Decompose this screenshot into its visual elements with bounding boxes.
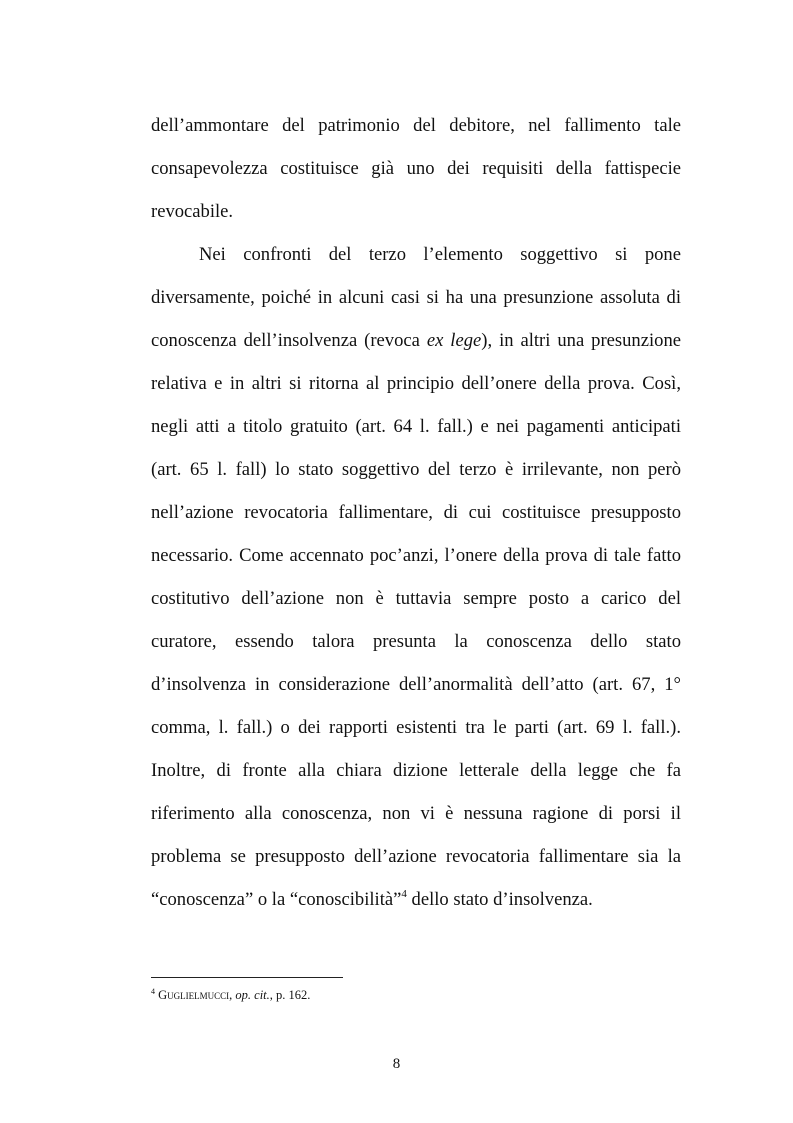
text-segment: “conoscenza” o la “conoscibilità” [151, 889, 402, 910]
text-line: d’insolvenza in considerazione dell’anormalità dell’atto (art. 67, 1° [151, 674, 681, 695]
text-line: consapevolezza costituisce già uno dei requisiti della fattispecie [151, 158, 681, 179]
body-text [151, 104, 681, 921]
text-line: problema se presupposto dell’azione revocatoria fallimentare sia la [151, 846, 681, 867]
italic-term: ex lege [426, 330, 482, 351]
paragraph-last-line [151, 878, 681, 921]
text-line: relativa e in altri si ritorna al principio dell’onere della prova. Così, [151, 373, 681, 394]
text-line: necessario. Come accennato poc’anzi, l’onere della prova di tale fatto [151, 545, 681, 566]
page-number: 8 [392, 1056, 401, 1072]
text-line: dell’ammontare del patrimonio del debitore, nel fallimento tale [151, 115, 681, 136]
text-segment: dello stato d’insolvenza. [406, 889, 593, 910]
footnote-page-ref: , p. 162. [269, 988, 311, 1002]
text-segment: conoscenza dell’insolvenza (revoca [151, 330, 427, 351]
paragraph-first-line: Nei confronti del terzo l’elemento soggettivo si pone [199, 244, 681, 265]
text-segment: ), in altri una presunzione [481, 330, 681, 351]
footnote-number: 4 [151, 987, 155, 996]
footnote-op-cit: op. cit. [235, 988, 270, 1002]
text-line: Inoltre, di fronte alla chiara dizione letterale della legge che fa [151, 760, 681, 781]
text-line: nell’azione revocatoria fallimentare, di cui costituisce presupposto [151, 502, 681, 523]
text-line: comma, l. fall.) o dei rapporti esistenti tra le parti (art. 69 l. fall.). [151, 717, 681, 738]
footnote-reference[interactable]: 4 [401, 888, 407, 900]
footnote [151, 987, 310, 1003]
text-line: diversamente, poiché in alcuni casi si ha una presunzione assoluta di [151, 287, 681, 308]
text-line: negli atti a titolo gratuito (art. 64 l. fall.) e nei pagamenti anticipati [151, 416, 681, 437]
text-line: riferimento alla conoscenza, non vi è nessuna ragione di porsi il [151, 803, 681, 824]
text-line: (art. 65 l. fall) lo stato soggettivo del terzo è irrilevante, non però [151, 459, 681, 480]
footnote-separator [151, 977, 343, 978]
text-line: costitutivo dell’azione non è tuttavia sempre posto a carico del [151, 588, 681, 609]
footnote-author: Guglielmucci [158, 988, 230, 1002]
footnote-separator-text: , [229, 988, 236, 1002]
text-line-with-italic [151, 319, 681, 362]
text-line: revocabile. [151, 201, 234, 222]
text-line: curatore, essendo talora presunta la conoscenza dello stato [151, 631, 681, 652]
